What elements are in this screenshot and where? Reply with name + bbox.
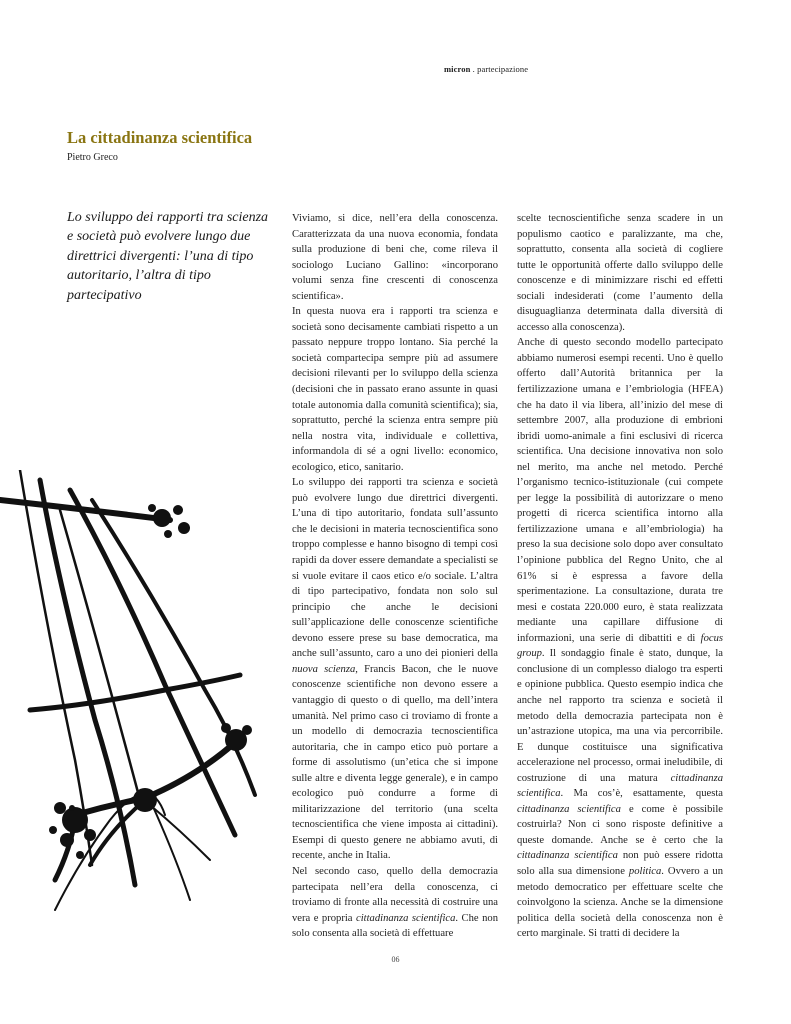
text-run: e come è possibile costruirla? Non ci sono risposte definitive a queste domande. Anche se è certo che la [517,803,723,846]
paragraph: scelte tecnoscientifiche senza scadere in un populismo caotico e paralizzante, ma che, soprattutto, consenta alla società di cogliere tutte le opportunità offerte dallo sviluppo delle conoscenze e di minimizzare rischi ed effetti sociali indesiderati (come l’aumento della disuguaglianza determinata dalla diversità di accesso alla conoscenza). [517,213,723,333]
text-run: . Ma cos’è, esattamente, questa [560,788,723,800]
body-column-1 [292,211,498,942]
italic-run: cittadinanza scientifica [356,912,456,924]
italic-run: cittadinanza scientifica [517,850,618,862]
paragraph [292,864,498,942]
paragraph [292,475,498,864]
running-header [444,64,584,74]
article-lead: Lo sviluppo dei rapporti tra scienza e società può evolvere lungo due direttrici divergenti: l’una di tipo autoritario, l’altra di tipo partecipativo [67,210,269,303]
text-run: Anche di questo secondo modello partecipato abbiamo numerosi esempi recenti. Uno è quello offerto dall’Autorità britannica per la fertilizzazione umana e l’embriologia (HFEA) che ha dato il via libera, all’inizio del mese di settembre 2007, alla produzione di embrioni ibridi uomo-animale a fini esclusivi di ricerca scientifica. Una decisione innovativa non solo nel merito, ma anche nel metodo. Perché l’organismo tecnico-istituzionale (cui compete per legge la possibilità di autorizzare o meno progetti di ricerca scientifica intorno alla fertilizzazione umana e all’embriologia) ha preso la sua decisione solo dopo aver consultato l’opinione pubblica del Regno Unito, che al 61% si è espressa a favore della sperimentazione. La consultazione, durata tre mesi e costata 220.000 euro, è stata realizzata mediante una capillare diffusione di informazioni, una serie di dibattiti e di [517,337,723,644]
italic-run: focus group [517,632,723,660]
italic-run: cittadinanza scientifica [517,803,621,815]
text-run: . Ovvero a un metodo democratico per effettuare scelte che coinvolgono la scienza. Anche se la dimensione politica della società della conoscenza non è certo marginale. Si tratti di decidere la [517,865,723,940]
italic-run: politica [628,865,662,877]
paragraph [517,335,723,941]
header-brand: micron [444,64,471,74]
text-run: non può essere ridotta solo alla sua dimensione [517,850,723,877]
article-author: Pietro Greco [67,152,118,163]
text-run: Nel secondo caso, quello della democrazia partecipata nell’era della conoscenza, ci troviamo di fronte alla necessità di costruire una vera e propria [292,865,498,924]
italic-run: nuova scienza [292,663,356,675]
ink-branch-illustration-icon [0,470,275,920]
text-run: , Francis Bacon, che le nuove conoscenze scientifiche non devono essere a vantaggio di questo o di quello, ma dell’intera umanità. Nel primo caso ci troviamo di fronte a un modello di democrazia tecnoscientifica autoritaria, che in campo etico può portare a forme di assolutismo (un’etica che si impone sulle altre e diventa legge generale), e in campo ecologico può condurre a forme di militarizzazione del territorio (una scelta tecnoscientifica che viene imposta ai cittadini). Esempi di questo genere ne abbiamo avuti, di recente, anche in Italia. [292,663,498,862]
header-separator: . [470,64,478,74]
article-title: La cittadinanza scientifica [67,128,253,147]
text-run: Lo sviluppo dei rapporti tra scienza e società può evolvere lungo due direttrici divergenti. L’una di tipo autoritario, fondata sull’assunto che le decisioni in materia tecnoscientifica sono troppo complesse e hanno bisogno di tempi così rapidi da dover essere demandate a specialisti se si vuole evitare il caos etico e/o sociale. L’altra di tipo partecipativo, fondata non solo sul principio che anche le decisioni sull’applicazione delle conoscenze scientifiche devono essere prese su base democratica, ma anche sull’assunto, caro a uno dei pionieri della [292,477,498,660]
page-number: 06 [391,955,400,964]
text-run: . Il sondaggio finale è stato, dunque, la conclusione di un complesso dialogo tra esperti e opinione pubblica. Questo esempio indica che anche nel rapporto tra scienza e società il metodo della democrazia partecipata non è un’astrazione utopica, ma una via percorribile. E dunque costituisce una significativa accelerazione nel processo, ormai ineludibile, di costruzione di una matura [517,648,723,784]
header-section: partecipazione [477,64,529,74]
body-column-2 [517,211,723,942]
paragraph: Viviamo, si dice, nell’era della conoscenza. Caratterizzata da una nuova economia, fondata sulla produzione di beni che, come rileva il sociologo Luciano Gallino: «incorporano volumi senza fine crescenti di conoscenza scientifica». [292,213,498,302]
text-run: . Che non solo consenta alla società di effettuare [292,912,499,940]
paragraph: In questa nuova era i rapporti tra scienza e società sono decisamente cambiati rispetto a un passato neppure troppo lontano. Sia perché la società compartecipa sempre più ad assumere decisioni rilevanti per lo sviluppo della scienza (decisioni che in passato erano assunte in quasi totale autonomia dalla comunità scientifica); sia, soprattutto, perché la scienza entra sempre più nella nostra vita, individuale e collettiva, informandola di sé a ogni livello: economico, ecologico, etico, sanitario. [292,306,498,473]
italic-run: cittadinanza scientifica [517,772,723,800]
